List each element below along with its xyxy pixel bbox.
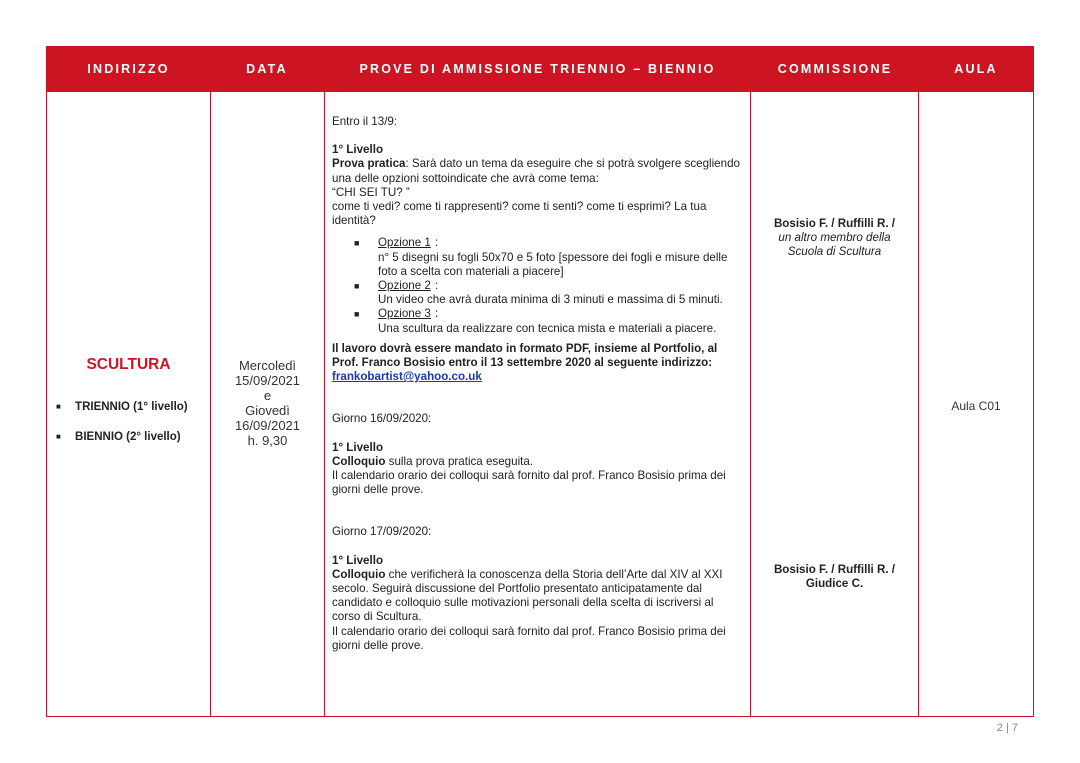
room-label: Aula C01 (951, 399, 1001, 413)
cell-aula (919, 93, 1033, 716)
colloquio-paragraph: Colloquio che verificherà la conoscenza della Storia dell’Arte dal XIV al XXI secolo. Seguirà discussione del Portfolio presentato anticipatamente dal candidato e colloquio sulle motivazioni personali della scelta di iscriversi al corso di Scultura. (332, 567, 723, 624)
calendar-note: Il calendario orario dei colloqui sarà fornito dal prof. Franco Bosisio prima dei giorni delle prove. (332, 624, 726, 652)
table-header (47, 47, 1033, 92)
section-level: 1° Livello (332, 553, 384, 567)
section-level: 1° Livello (332, 440, 384, 454)
cell-commissione (751, 93, 918, 716)
section-date: Entro il 13/9: (332, 115, 398, 128)
cell-data (211, 93, 324, 716)
commission-1: Bosisio F. / Ruffilli R. / un altro membro della Scuola di Scultura (773, 217, 896, 259)
page-number: 2 | 7 (996, 722, 1018, 734)
calendar-note: Il calendario orario dei colloqui sarà fornito dal prof. Franco Bosisio prima dei giorni delle prove. (332, 469, 726, 497)
cell-indirizzo (47, 93, 210, 716)
email-link[interactable]: frankobartist@yahoo.co.uk (332, 370, 482, 384)
header-data: DATA (246, 62, 288, 76)
list-item: ■ TRIENNIO (1° livello) (56, 401, 188, 413)
list-item: ■ Opzione 1 : n° 5 disegni su fogli 50x70 e 5 foto [spessore dei fogli e misure delle foto a scelta con materiali a piacere] (378, 236, 744, 279)
option-label: Opzione 2 (378, 279, 431, 293)
bullet-icon: ■ (354, 309, 360, 320)
list-item: ■ Opzione 3 : Una scultura da realizzare con tecnica mista e materiali a piacere. (378, 307, 744, 335)
option-text: Una scultura da realizzare con tecnica mista e materiali a piacere. (378, 321, 717, 335)
submission-note: Il lavoro dovrà essere mandato in formato PDF, insieme al Portfolio, al Prof. Franco Bosisio entro il 13 settembre 2020 al seguente indirizzo: (332, 341, 718, 370)
theme-questions: come ti vedi? come ti rappresenti? come ti senti? come ti esprimi? La tua identità? (332, 200, 707, 228)
cell-prove (332, 93, 744, 716)
option-text: n° 5 disegni su fogli 50x70 e 5 foto [spessore dei fogli e misure delle foto a scelta con materiali a piacere] (378, 250, 728, 278)
list-item: ■ BIENNIO (2° livello) (56, 431, 181, 443)
bullet-icon: ■ (56, 402, 61, 411)
bullet-icon: ■ (56, 432, 61, 441)
date-lines: Mercoledì 15/09/2021 e Giovedì 16/09/2021 h. 9,30 (234, 358, 301, 448)
prova-pratica-paragraph: Prova pratica: Sarà dato un tema da eseguire che si potrà svolgere scegliendo una delle opzioni sottoindicate che avrà come tema: (332, 157, 740, 185)
course-title: SCULTURA (86, 356, 171, 373)
option-label: Opzione 1 (378, 236, 431, 250)
option-text: Un video che avrà durata minima di 3 minuti e massima di 5 minuti. (378, 293, 723, 307)
column-divider (324, 92, 325, 716)
options-list (332, 236, 744, 335)
section-level: 1° Livello (332, 143, 384, 157)
theme-quote: “CHI SEI TU? ” (332, 185, 410, 199)
header-aula: AULA (954, 62, 998, 76)
admissions-table (46, 46, 1034, 717)
header-prove: PROVE DI AMMISSIONE TRIENNIO – BIENNIO (359, 62, 716, 76)
colloquio-paragraph: Colloquio sulla prova pratica eseguita. (332, 454, 534, 468)
option-label: Opzione 3 (378, 307, 431, 321)
header-indirizzo: INDIRIZZO (87, 62, 170, 76)
section-date: Giorno 16/09/2020: (332, 412, 432, 426)
list-item: ■ Opzione 2 : Un video che avrà durata minima di 3 minuti e massima di 5 minuti. (378, 279, 744, 307)
header-commissione: COMMISSIONE (777, 62, 893, 76)
bullet-icon: ■ (354, 281, 360, 292)
bullet-icon: ■ (354, 238, 360, 249)
commission-2: Bosisio F. / Ruffilli R. / Giudice C. (773, 563, 896, 591)
section-date: Giorno 17/09/2020: (332, 525, 432, 539)
